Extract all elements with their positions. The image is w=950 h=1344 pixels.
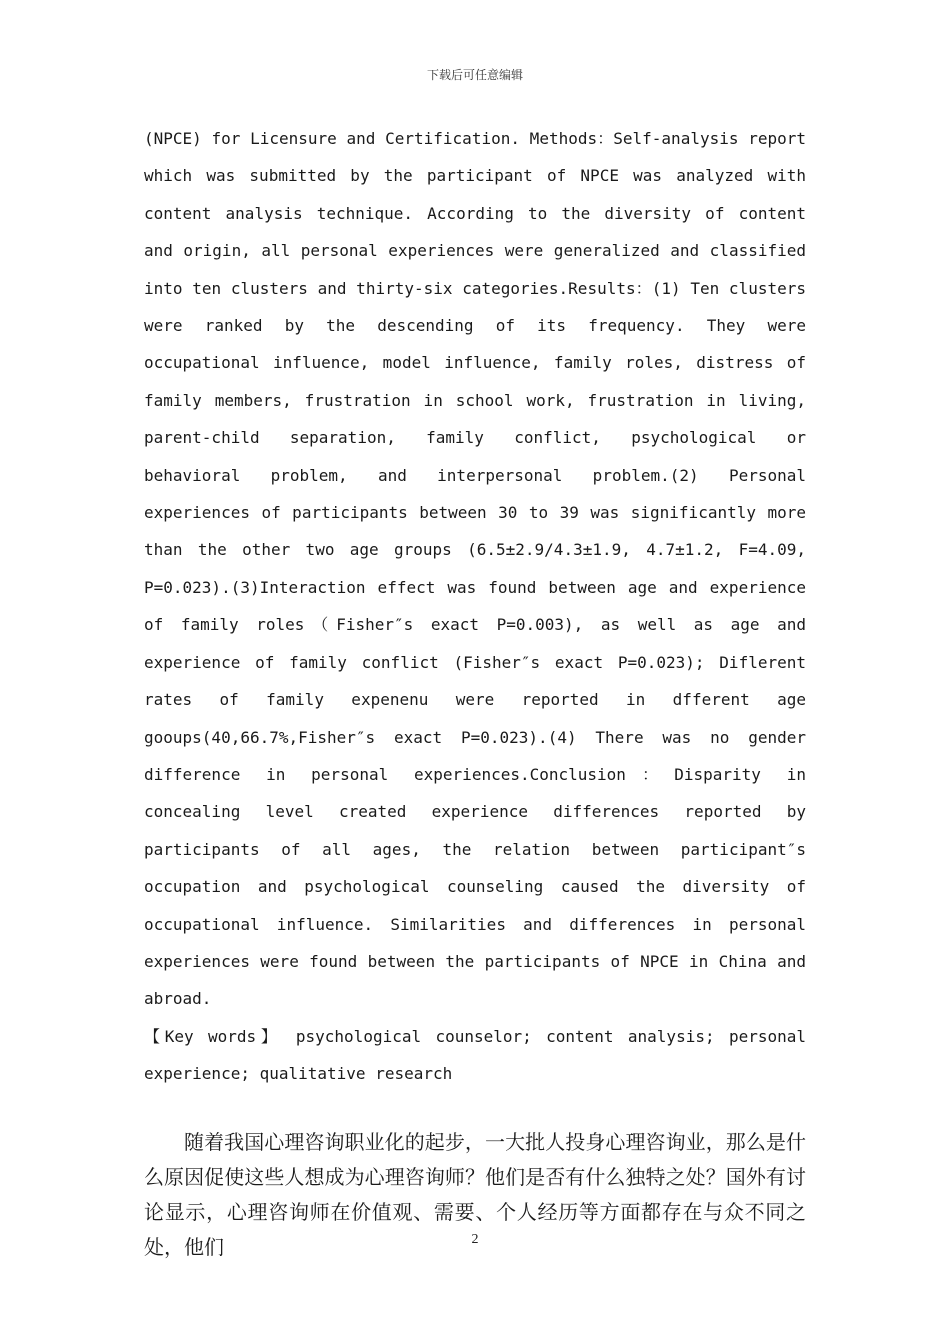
keywords-label: 【Key words】	[144, 1026, 282, 1046]
body-text	[144, 120, 806, 1265]
page-header: 下载后可任意编辑	[426, 68, 523, 82]
keywords-text: psychological counselor; content analysis; personal experience; qualitative research	[144, 1026, 807, 1084]
abstract-paragraph: (NPCE) for Licensure and Certification. Methods：Self-analysis report which was submitted by the participant of NPCE was analyzed with content analysis technique. According to the diversity of content and origin, all personal experiences were generalized and classified into ten clusters and thirty-six categories.Results：(1) Ten clusters were ranked by the descending of its frequency. They were occupational influence, model influence, family roles, distress of family members, frustration in school work, frustration in living, parent-child separation, family conflict, psychological or behavioral problem, and interpersonal problem.(2) Personal experiences of participants between 30 to 39 was significantly more than the other two age groups (6.5±2.9/4.3±1.9, 4.7±1.2, F=4.09, P=0.023).(3)Interaction effect was found between age and experience of family roles（Fisher″s exact P=0.003), as well as age and experience of family conflict (Fisher″s exact P=0.023); Diflerent rates of family expenenu were reported in dfferent age gooups(40,66.7%,Fisher″s exact P=0.023).(4) There was no gender difference in personal experiences.Conclusion：Disparity in concealing level created experience differences reported by participants of all ages, the relation between participant″s occupation and psychological counseling caused the diversity of occupational influence. Similarities and differences in personal experiences were found between the participants of NPCE in China and abroad.	[144, 129, 806, 1009]
page-number: 2	[471, 1232, 479, 1247]
chinese-paragraph: 随着我国心理咨询职业化的起步，一大批人投身心理咨询业，那么是什么原因促使这些人想成为心理咨询师？他们是否有什么独特之处？国外有讨论显示，心理咨询师在价值观、需要、个人经历等方面都存在与众不同之处，他们	[144, 1129, 806, 1259]
keywords-paragraph	[144, 1018, 806, 1093]
